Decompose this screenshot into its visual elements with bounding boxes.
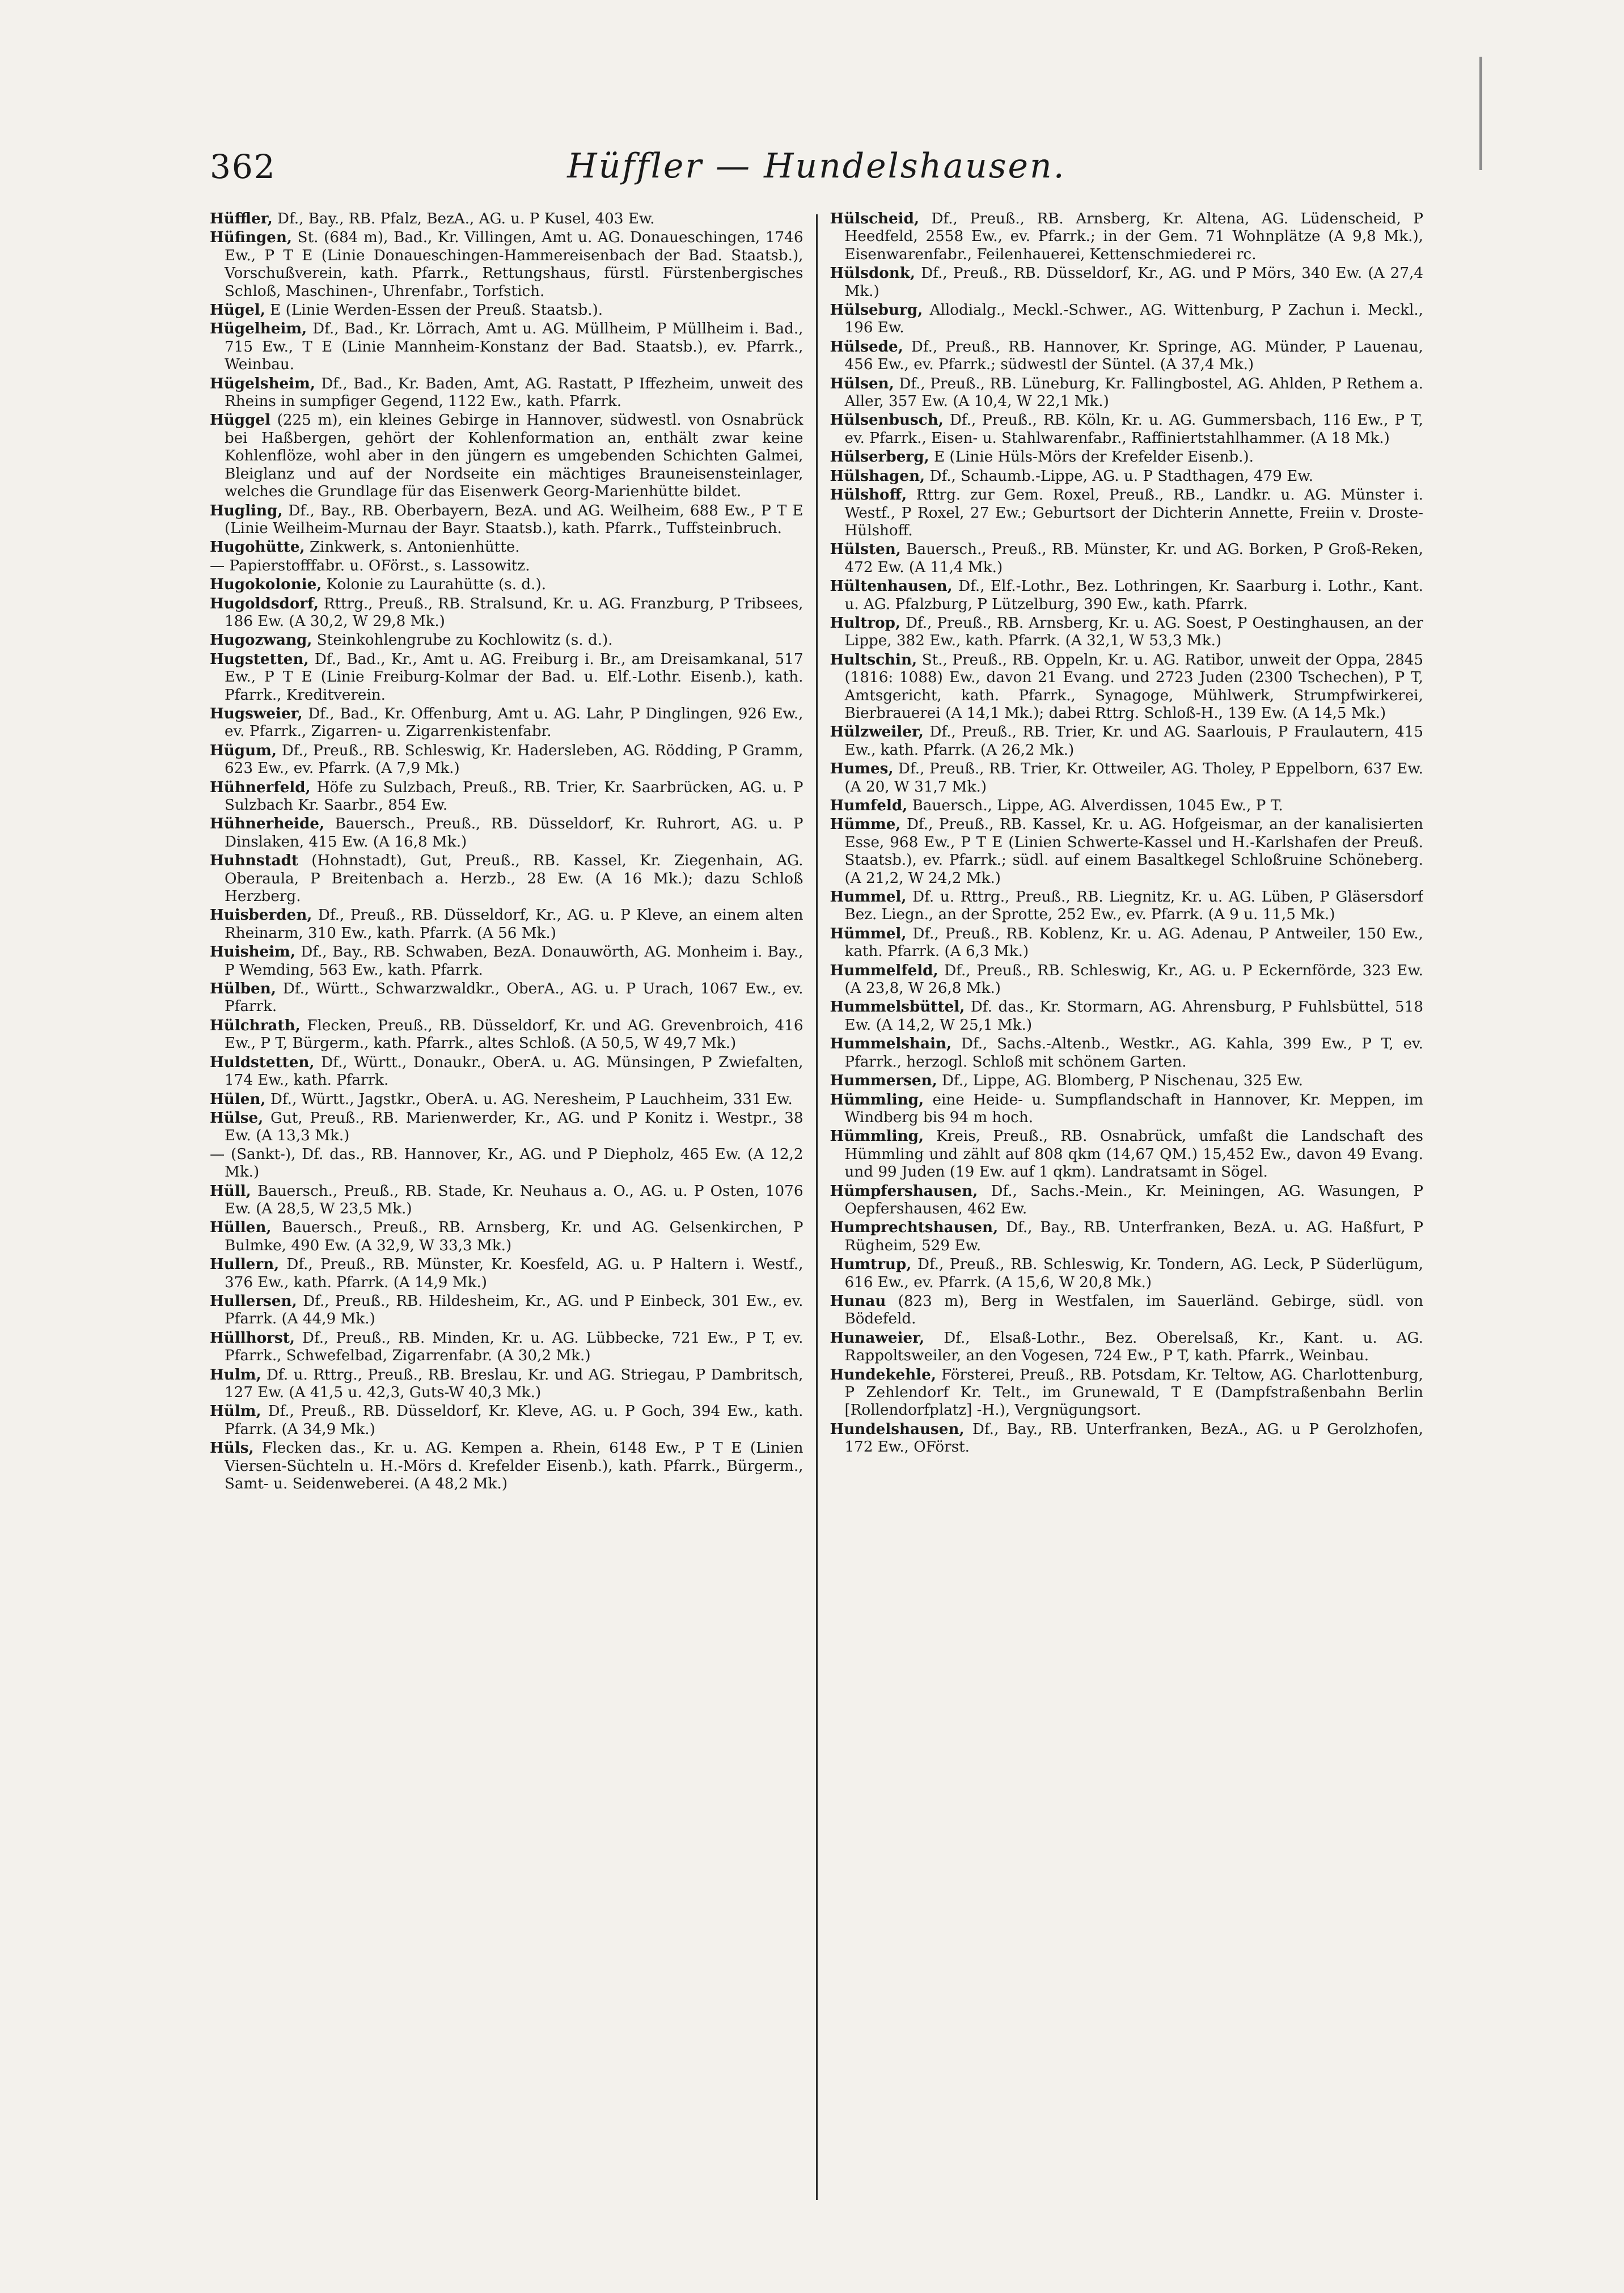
entry-text: Df., Bad., Kr. Lörrach, Amt u. AG. Müllheim, P Müllheim i. Bad., 715 Ew., T E (Linie Mannheim-Konstanz der Bad. Staatsb.), ev. Pfarrk., Weinbau.: [225, 320, 803, 374]
entry-text: Df., Elsaß-Lothr., Bez. Oberelsaß, Kr., Kant. u. AG. Rappoltsweiler, an den Vogesen, 724 Ew., P T, kath. Pfarrk., Weinbau.: [844, 1329, 1423, 1365]
gazetteer-entry: [830, 723, 1424, 759]
gazetteer-entry: [830, 411, 1424, 447]
entry-headword: Hugstetten,: [210, 650, 309, 668]
page-title: Hüffler — Hundelshausen.: [567, 146, 1066, 186]
entry-text: Df., Preuß., RB. Trier, Kr. und AG. Saarlouis, P Fraulautern, 415 Ew., kath. Pfarrk. (A 26,2 Mk.): [844, 724, 1423, 759]
gazetteer-entry: [210, 779, 803, 815]
entry-headword: Humprechtshausen,: [830, 1219, 999, 1237]
entry-text: — Papierstofffabr. u. OFörst., s. Lassowitz.: [210, 557, 530, 574]
gazetteer-entry: [210, 1182, 803, 1219]
gazetteer-entry: [830, 998, 1424, 1034]
entry-text: Steinkohlengrube zu Kochlowitz (s. d.).: [312, 632, 613, 649]
entry-headword: Hüllen,: [210, 1219, 272, 1237]
entry-headword: Hülsdonk,: [830, 264, 916, 282]
entry-headword: Hummel,: [830, 888, 907, 906]
entry-headword: Hülseburg,: [830, 301, 923, 319]
entry-headword: Hüll,: [210, 1182, 251, 1200]
entry-headword: Hummelsbüttel,: [830, 998, 965, 1016]
entry-headword: Hügum,: [210, 741, 277, 759]
entry-text: Df., Sachs.-Altenb., Westkr., AG. Kahla, 399 Ew., P T, ev. Pfarrk., herzogl. Schloß mit schönem Garten.: [844, 1035, 1423, 1071]
entry-text: Df., Württ., Jagstkr., OberA. u. AG. Neresheim, P Lauchheim, 331 Ew.: [265, 1090, 793, 1108]
entry-headword: Hummelshain,: [830, 1035, 952, 1053]
entry-headword: Hülsede,: [830, 337, 903, 356]
gazetteer-entry: [210, 210, 803, 228]
gazetteer-entry: [830, 1366, 1424, 1420]
entry-headword: Hügelheim,: [210, 320, 307, 338]
left-column: [210, 210, 816, 2200]
gazetteer-entry: [210, 229, 803, 301]
entry-headword: Hümmling,: [830, 1090, 924, 1109]
entry-text: Df., Preuß., RB. Düsseldorf, Kr., AG. u. P Kleve, an einem alten Rheinarm, 310 Ew., kath. Pfarrk. (A 56 Mk.): [225, 907, 803, 942]
entry-headword: Hülshagen,: [830, 467, 925, 485]
gazetteer-entry: [210, 1109, 803, 1145]
entry-headword: Huhnstadt: [210, 852, 299, 870]
entry-headword: Hülserberg,: [830, 448, 929, 466]
entry-text: Zinkwerk, s. Antonienhütte.: [304, 539, 520, 556]
gazetteer-entry: [210, 906, 803, 942]
gazetteer-entry: [210, 1329, 803, 1365]
entry-headword: Hümmling,: [830, 1127, 924, 1145]
entry-headword: Hümmel,: [830, 924, 907, 942]
entry-text: — (Sankt-), Df. das., RB. Hannover, Kr., AG. und P Diepholz, 465 Ew. (A 12,2 Mk.): [210, 1145, 803, 1181]
entry-text: Df., Preuß., RB. Arnsberg, Kr. Altena, AG. Lüdenscheid, P Heedfeld, 2558 Ew., ev. Pfarrk.; in der Gem. 71 Wohnplätze (A 9,8 Mk.), Eisenwarenfabr., Feilenhauerei, Kettenschmiederei rc.: [844, 210, 1423, 263]
gazetteer-entry: [830, 210, 1424, 264]
entry-text: Df., Preuß., RB. Schleswig, Kr., AG. u. P Eckernförde, 323 Ew. (A 23,8, W 26,8 Mk.): [844, 962, 1423, 997]
entry-headword: Hüggel: [210, 411, 271, 429]
entry-text: Df., Preuß., RB. Trier, Kr. Ottweiler, AG. Tholey, P Eppelborn, 637 Ew. (A 20, W 31,7 Mk.): [844, 760, 1423, 796]
entry-text: Df., Bay., RB. Oberbayern, BezA. und AG. Weilheim, 688 Ew., P T E (Linie Weilheim-Murnau der Bayr. Staatsb.), kath. Pfarrk., Tuffsteinbruch.: [225, 502, 803, 537]
right-column: [818, 210, 1424, 2200]
entry-headword: Hügel,: [210, 301, 265, 319]
entry-headword: Hüllhorst,: [210, 1329, 295, 1347]
gazetteer-entry: [830, 1292, 1424, 1329]
gazetteer-entry: [210, 980, 803, 1016]
entry-text: Df., Württ., Schwarzwaldkr., OberA., AG. u. P Urach, 1067 Ew., ev. Pfarrk.: [225, 980, 803, 1016]
gazetteer-entry: [830, 1127, 1424, 1181]
entry-text: eine Heide- u. Sumpflandschaft in Hannover, Kr. Meppen, im Windberg bis 94 m hoch.: [844, 1091, 1423, 1126]
gazetteer-entry: [210, 1017, 803, 1053]
gazetteer-entry: [830, 1035, 1424, 1071]
entry-text: St. (684 m), Bad., Kr. Villingen, Amt u. AG. Donaueschingen, 1746 Ew., P T E (Linie Donaueschingen-Hammereisenbach der Bad. Staatsb.), Vorschußverein, kath. Pfarrk., Rettungshaus, fürstl. Fürstenbergisches Schloß, Maschinen-, Uhrenfabr., Torfstich.: [225, 229, 803, 300]
gazetteer-entry: [210, 852, 803, 906]
entry-text: Df. u. Rttrg., Preuß., RB. Liegnitz, Kr. u. AG. Lüben, P Gläsersdorf Bez. Liegn., an der Sprotte, 252 Ew., ev. Pfarrk. (A 9 u. 11,5 Mk.): [844, 889, 1423, 924]
entry-text: Df., Preuß., RB. Arnsberg, Kr. u. AG. Soest, P Oestinghausen, an der Lippe, 382 Ew., kath. Pfarrk. (A 32,1, W 53,3 Mk.): [844, 614, 1423, 650]
entry-text: Flecken das., Kr. u. AG. Kempen a. Rhein, 6148 Ew., P T E (Linien Viersen-Süchteln u. H.-Mörs d. Krefelder Eisenb.), kath. Pfarrk., Bürgerm., Samt- u. Seidenweberei. (A 48,2 Mk.): [225, 1440, 803, 1493]
entry-headword: Hültenhausen,: [830, 577, 953, 595]
gazetteer-entry: [830, 1329, 1424, 1365]
gazetteer-entry: [210, 301, 803, 319]
entry-text: E (Linie Werden-Essen der Preuß. Staatsb.).: [265, 302, 603, 319]
gazetteer-entry: [210, 1255, 803, 1292]
gazetteer-entry: [830, 486, 1424, 540]
entry-headword: Hülben,: [210, 980, 276, 998]
entry-headword: Hugokolonie,: [210, 576, 322, 594]
entry-headword: Huldstetten,: [210, 1053, 315, 1071]
gazetteer-entry: [830, 614, 1424, 650]
gazetteer-entry: [210, 557, 803, 575]
entry-headword: Hugozwang,: [210, 631, 312, 649]
entry-text: Bauersch., Preuß., RB. Münster, Kr. und AG. Borken, P Groß-Reken, 472 Ew. (A 11,4 Mk.): [844, 541, 1423, 576]
entry-text: Df., Sachs.-Mein., Kr. Meiningen, AG. Wasungen, P Oepfershausen, 462 Ew.: [844, 1182, 1423, 1217]
entry-headword: Hüffler,: [210, 210, 273, 227]
entry-headword: Hullersen,: [210, 1292, 297, 1310]
entry-text: Bauersch., Preuß., RB. Düsseldorf, Kr. Ruhrort, AG. u. P Dinslaken, 415 Ew. (A 16,8 Mk.): [225, 815, 803, 851]
entry-text: Df. das., Kr. Stormarn, AG. Ahrensburg, P Fuhlsbüttel, 518 Ew. (A 14,2, W 25,1 Mk.): [844, 999, 1423, 1034]
gazetteer-entry: [830, 815, 1424, 887]
entry-headword: Hülzweiler,: [830, 723, 924, 741]
entry-text: Df., Bay., RB. Pfalz, BezA., AG. u. P Kusel, 403 Ew.: [272, 210, 655, 227]
gazetteer-entry: [210, 538, 803, 556]
entry-text: Bauersch., Preuß., RB. Arnsberg, Kr. und AG. Gelsenkirchen, P Bulmke, 490 Ew. (A 32,9, W 33,3 Mk.): [225, 1219, 803, 1254]
entry-text: Bauersch., Lippe, AG. Alverdissen, 1045 Ew., P T.: [907, 797, 1283, 814]
entry-headword: Hunaweier,: [830, 1329, 925, 1347]
gazetteer-entry: [210, 1402, 803, 1439]
entry-headword: Hundelshausen,: [830, 1420, 965, 1438]
gazetteer-entry: [210, 320, 803, 374]
entry-text: Df., Preuß., RB. Hannover, Kr. Springe, AG. Münder, P Lauenau, 456 Ew., ev. Pfarrk.; südwestl der Süntel. (A 37,4 Mk.): [844, 338, 1423, 374]
entry-headword: Humtrup,: [830, 1255, 912, 1274]
gazetteer-entry: [830, 264, 1424, 301]
gazetteer-entry: [830, 1255, 1424, 1292]
gazetteer-entry: [210, 742, 803, 778]
entry-text: Kolonie zu Laurahütte (s. d.).: [322, 576, 547, 594]
entry-headword: Humfeld,: [830, 797, 908, 814]
entry-text: Gut, Preuß., RB. Marienwerder, Kr., AG. und P Konitz i. Westpr., 38 Ew. (A 13,3 Mk.): [225, 1109, 803, 1145]
gazetteer-entry: [210, 1366, 803, 1402]
gazetteer-entry: [830, 925, 1424, 961]
entry-headword: Hugohütte,: [210, 538, 305, 556]
entry-text: Df., Schaumb.-Lippe, AG. u. P Stadthagen, 479 Ew.: [925, 467, 1314, 485]
entry-text: Df. u. Rttrg., Preuß., RB. Breslau, Kr. und AG. Striegau, P Dambritsch, 127 Ew. (A 41,5 u. 42,3, Guts-W 40,3 Mk.): [225, 1366, 803, 1401]
entry-headword: Hummersen,: [830, 1072, 937, 1090]
entry-headword: Hunau: [830, 1292, 886, 1310]
entry-text: Kreis, Preuß., RB. Osnabrück, umfaßt die Landschaft des Hümmling und zählt auf 808 qkm (14,67 QM.) 15,452 Ew., davon 49 Evang. und 99 Juden (19 Ew. auf 1 qkm). Landratsamt in Sögel.: [844, 1128, 1423, 1181]
gazetteer-entry: [830, 375, 1424, 411]
gazetteer-entry: [210, 1090, 803, 1109]
gazetteer-entry: [210, 1439, 803, 1493]
entry-text: Df., Preuß., RB. Lüneburg, Kr. Fallingbostel, AG. Ahlden, P Rethem a. Aller, 357 Ew. (A 10,4, W 22,1 Mk.): [844, 375, 1423, 411]
entry-headword: Hummelfeld,: [830, 961, 938, 979]
entry-text: Flecken, Preuß., RB. Düsseldorf, Kr. und AG. Grevenbroich, 416 Ew., P T, Bürgerm., kath. Pfarrk., altes Schloß. (A 50,5, W 49,7 Mk.): [225, 1017, 803, 1052]
gazetteer-entry: [830, 1420, 1424, 1457]
gazetteer-entry: [830, 301, 1424, 337]
entry-text: (823 m), Berg in Westfalen, im Sauerländ. Gebirge, südl. von Bödefeld.: [844, 1292, 1423, 1328]
gazetteer-entry: [210, 576, 803, 594]
entry-text: Df., Bay., RB. Unterfranken, BezA. u. AG. Haßfurt, P Rügheim, 529 Ew.: [844, 1219, 1423, 1254]
gazetteer-entry: [830, 962, 1424, 998]
entry-headword: Hultrop,: [830, 614, 901, 632]
page-number: 362: [210, 147, 276, 186]
entry-headword: Hultschin,: [830, 650, 917, 669]
gazetteer-entry: [210, 943, 803, 979]
entry-headword: Hülse,: [210, 1109, 264, 1127]
entry-headword: Hugling,: [210, 501, 283, 519]
gazetteer-entry: [830, 1182, 1424, 1219]
gazetteer-entry: [830, 651, 1424, 723]
gazetteer-entry: [830, 467, 1424, 485]
entry-headword: Hulm,: [210, 1365, 261, 1384]
gazetteer-entry: [830, 1091, 1424, 1127]
entry-headword: Hümpfershausen,: [830, 1182, 978, 1200]
entry-text: Df., Elf.-Lothr., Bez. Lothringen, Kr. Saarburg i. Lothr., Kant. u. AG. Pfalzburg, P Lützelburg, 390 Ew., kath. Pfarrk.: [844, 578, 1423, 613]
entry-text: Bauersch., Preuß., RB. Stade, Kr. Neuhaus a. O., AG. u. P Osten, 1076 Ew. (A 28,5, W 23,5 Mk.): [225, 1182, 803, 1217]
gazetteer-entry: [830, 338, 1424, 374]
entry-text: Rttrg. zur Gem. Roxel, Preuß., RB., Landkr. u. AG. Münster i. Westf., P Roxel, 27 Ew.; Geburtsort der Dichterin Annette, Freiin v. Droste-Hülshoff.: [844, 486, 1423, 539]
entry-text: Df., Bad., Kr. Offenburg, Amt u. AG. Lahr, P Dinglingen, 926 Ew., ev. Pfarrk., Zigarren- u. Zigarrenkistenfabr.: [225, 705, 803, 741]
entry-headword: Hühnerheide,: [210, 815, 325, 833]
entry-headword: Hüls,: [210, 1439, 254, 1457]
text-columns: [210, 210, 1423, 2200]
gazetteer-entry: [830, 448, 1424, 466]
gazetteer-entry: [210, 650, 803, 704]
gazetteer-entry: [210, 502, 803, 538]
entry-headword: Hülsten,: [830, 540, 901, 559]
entry-text: Df., Preuß., RB. Schleswig, Kr. Hadersleben, AG. Rödding, P Gramm, 623 Ew., ev. Pfarrk. (A 7,9 Mk.): [225, 742, 803, 777]
entry-headword: Hugoldsdorf,: [210, 594, 319, 612]
entry-headword: Hullern,: [210, 1255, 280, 1274]
entry-headword: Hundekehle,: [830, 1365, 936, 1384]
entry-headword: Hülsenbusch,: [830, 411, 944, 429]
entry-text: Df., Preuß., RB. Minden, Kr. u. AG. Lübbecke, 721 Ew., P T, ev. Pfarrk., Schwefelbad, Zigarrenfabr. (A 30,2 Mk.): [225, 1329, 803, 1365]
entry-text: Df., Bay., RB. Schwaben, BezA. Donauwörth, AG. Monheim i. Bay., P Wemding, 563 Ew., kath. Pfarrk.: [225, 944, 803, 979]
entry-text: Df., Bay., RB. Unterfranken, BezA., AG. u P Gerolzhofen, 172 Ew., OFörst.: [844, 1420, 1423, 1456]
gazetteer-entry: [830, 760, 1424, 796]
entry-headword: Hümme,: [830, 815, 901, 834]
entry-headword: Humes,: [830, 760, 894, 778]
entry-text: Df., Preuß., RB. Düsseldorf, Kr., AG. und P Mörs, 340 Ew. (A 27,4 Mk.): [844, 265, 1423, 300]
gazetteer-entry: [210, 1146, 803, 1182]
entry-headword: Huisberden,: [210, 906, 312, 924]
gazetteer-entry: [210, 705, 803, 741]
gazetteer-entry: [830, 1219, 1424, 1255]
entry-headword: Hülscheid,: [830, 210, 919, 227]
gazetteer-entry: [830, 1072, 1424, 1090]
entry-headword: Hügelsheim,: [210, 374, 315, 392]
entry-text: (225 m), ein kleines Gebirge in Hannover, südwestl. von Osnabrück bei Haßbergen, gehört der Kohlenformation an, enthält zwar keine Kohlenflöze, wohl aber in den jüngern es umgebenden Schichten Galmei, Bleiglanz und auf der Nordseite ein mächtiges Brauneisensteinlager, welches die Grundlage für das Eisenwerk Georg-Marienhütte bildet.: [225, 412, 803, 501]
entry-headword: Hülsen,: [830, 374, 894, 392]
entry-text: Allodialg., Meckl.-Schwer., AG. Wittenburg, P Zachun i. Meckl., 196 Ew.: [844, 302, 1423, 337]
entry-text: Df., Preuß., RB. Münster, Kr. Koesfeld, AG. u. P Haltern i. Westf., 376 Ew., kath. Pfarrk. (A 14,9 Mk.): [225, 1256, 803, 1291]
entry-text: Df., Bad., Kr. Baden, Amt, AG. Rastatt, P Iffezheim, unweit des Rheins in sumpfiger Gegend, 1122 Ew., kath. Pfarrk.: [225, 375, 803, 411]
running-head: [210, 136, 1423, 198]
gazetteer-entry: [830, 540, 1424, 577]
entry-headword: Hülshoff,: [830, 486, 907, 504]
entry-headword: Hülm,: [210, 1402, 261, 1420]
entry-headword: Hüfingen,: [210, 229, 292, 247]
gazetteer-entry: [210, 375, 803, 411]
entry-text: Df., Preuß., RB. Schleswig, Kr. Tondern, AG. Leck, P Süderlügum, 616 Ew., ev. Pfarrk. (A 15,6, W 20,8 Mk.): [844, 1256, 1423, 1291]
gazetteer-entry: [210, 1054, 803, 1090]
entry-text: E (Linie Hüls-Mörs der Krefelder Eisenb.).: [929, 449, 1254, 466]
entry-headword: Hugsweier,: [210, 704, 303, 722]
gazetteer-entry: [210, 595, 803, 631]
gazetteer-entry: [210, 631, 803, 649]
entry-headword: Hühnerfeld,: [210, 778, 311, 796]
entry-text: Df., Lippe, AG. Blomberg, P Nischenau, 325 Ew.: [937, 1072, 1303, 1090]
gazetteer-entry: [210, 411, 803, 501]
entry-text: Df., Bad., Kr., Amt u. AG. Freiburg i. Br., am Dreisamkanal, 517 Ew., P T E (Linie Freiburg-Kolmar der Bad. u. Elf.-Lothr. Eisenb.), kath. Pfarrk., Kreditverein.: [225, 650, 803, 704]
entry-text: Df., Preuß., RB. Hildesheim, Kr., AG. und P Einbeck, 301 Ew., ev. Pfarrk. (A 44,9 Mk.): [225, 1292, 803, 1328]
entry-headword: Hülen,: [210, 1090, 266, 1108]
entry-text: Försterei, Preuß., RB. Potsdam, Kr. Teltow, AG. Charlottenburg, P Zehlendorf Kr. Telt., im Grunewald, T E (Dampfstraßenbahn Berlin [Rollendorfplatz] -H.), Vergnügungsort.: [844, 1366, 1423, 1419]
entry-text: Höfe zu Sulzbach, Preuß., RB. Trier, Kr. Saarbrücken, AG. u. P Sulzbach Kr. Saarbr., 854 Ew.: [225, 779, 803, 814]
entry-text: Df., Württ., Donaukr., OberA. u. AG. Münsingen, P Zwiefalten, 174 Ew., kath. Pfarrk.: [225, 1054, 803, 1089]
scan-edge-mark: [1479, 57, 1482, 170]
entry-text: Df., Preuß., RB. Kassel, Kr. u. AG. Hofgeismar, an der kanalisierten Esse, 968 Ew., P T E (Linien Schwerte-Kassel und H.-Karlshafen der Preuß. Staatsb.), ev. Pfarrk.; südl. auf einem Basaltkegel Schloßruine Schöneberg. (A 21,2, W 24,2 Mk.): [844, 816, 1423, 887]
entry-text: (Hohnstadt), Gut, Preuß., RB. Kassel, Kr. Ziegenhain, AG. Oberaula, P Breitenbach a. Herzb., 28 Ew. (A 16 Mk.); dazu Schloß Herzberg.: [225, 852, 803, 906]
entry-text: Rttrg., Preuß., RB. Stralsund, Kr. u. AG. Franzburg, P Tribsees, 186 Ew. (A 30,2, W 29,8 Mk.): [225, 595, 803, 630]
entry-text: St., Preuß., RB. Oppeln, Kr. u. AG. Ratibor, unweit der Oppa, 2845 (1816: 1088) Ew., davon 21 Evang. und 2723 Juden (2300 Tschechen), P T, Amtsgericht, kath. Pfarrk., Synagoge, Mühlwerk, Strumpfwirkerei, Bierbrauerei (A 14,1 Mk.); dabei Rttrg. Schloß-H., 139 Ew. (A 14,5 Mk.): [844, 651, 1423, 722]
gazetteer-entry: [830, 577, 1424, 614]
entry-headword: Hülchrath,: [210, 1016, 301, 1034]
gazetteer-entry: [210, 1219, 803, 1255]
entry-text: Df., Preuß., RB. Koblenz, Kr. u. AG. Adenau, P Antweiler, 150 Ew., kath. Pfarrk. (A 6,3 Mk.): [844, 925, 1423, 961]
gazetteer-entry: [830, 797, 1424, 815]
entry-headword: Huisheim,: [210, 943, 295, 961]
entry-text: Df., Preuß., RB. Köln, Kr. u. AG. Gummersbach, 116 Ew., P T, ev. Pfarrk., Eisen- u. Stahlwarenfabr., Raffiniertstahlhammer. (A 18 Mk.): [844, 412, 1423, 447]
gazetteer-entry: [830, 888, 1424, 924]
dictionary-page: [210, 136, 1423, 2200]
gazetteer-entry: [210, 815, 803, 851]
gazetteer-entry: [210, 1292, 803, 1329]
entry-text: Df., Preuß., RB. Düsseldorf, Kr. Kleve, AG. u. P Goch, 394 Ew., kath. Pfarrk. (A 34,9 Mk.): [225, 1403, 803, 1438]
